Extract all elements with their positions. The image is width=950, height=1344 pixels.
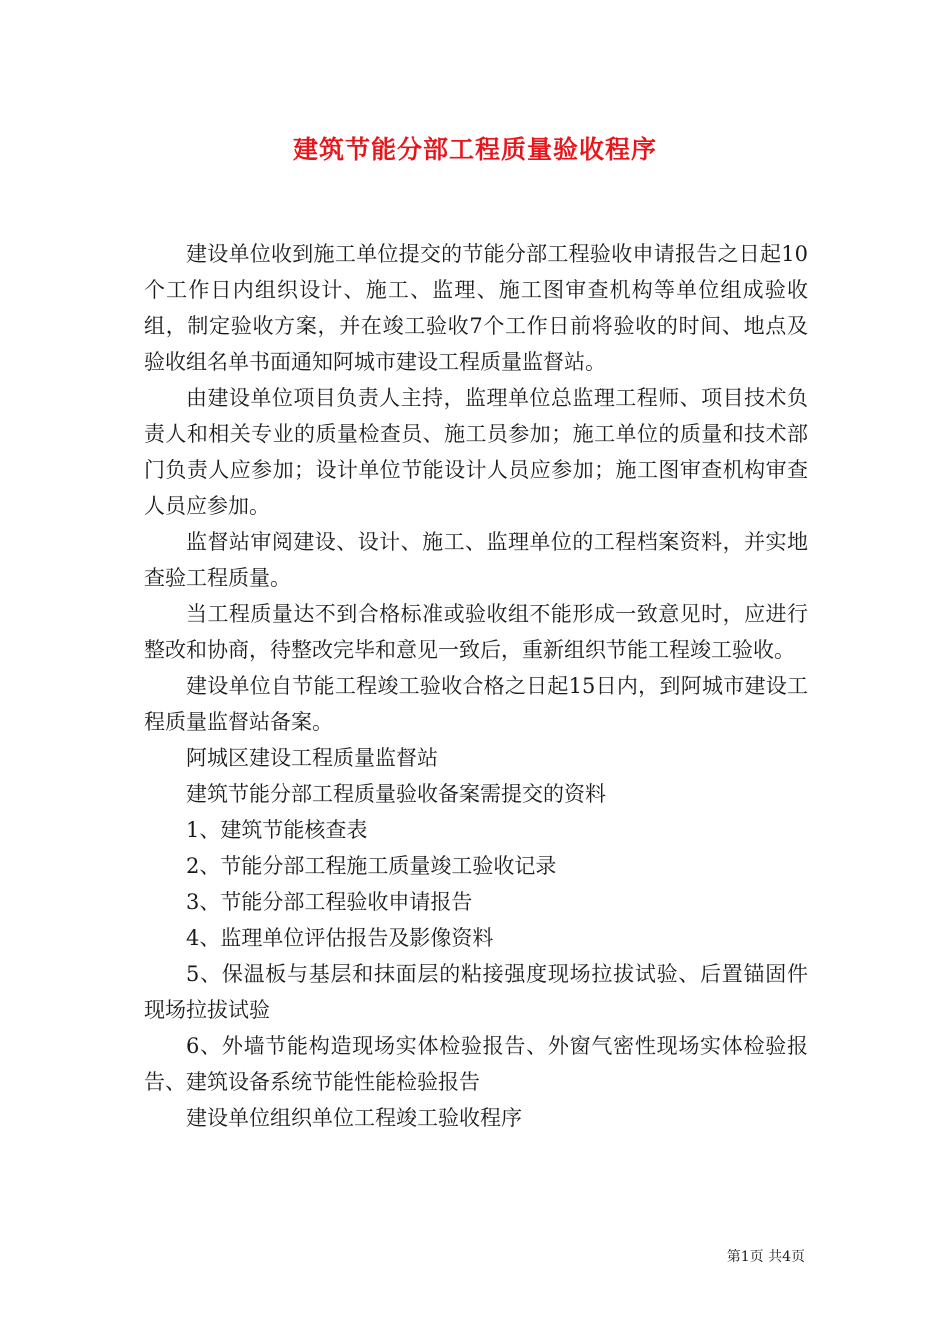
list-item: 3、节能分部工程验收申请报告 <box>186 890 473 914</box>
paragraph-host: 由建设单位项目负责人主持，监理单位总监理工程师、项目技术负责人和相关专业的质量检查员、施工员参加；施工单位的质量和技术部门负责人应参加；设计单位节能设计人员应参加；施工图审查机构审查人员应参加。 <box>144 386 808 518</box>
list-item: 4、监理单位评估报告及影像资料 <box>186 926 494 950</box>
paragraph-review: 监督站审阅建设、设计、施工、监理单位的工程档案资料，并实地查验工程质量。 <box>144 530 808 590</box>
list-item: 6、外墙节能构造现场实体检验报告、外窗气密性现场实体检验报告、建筑设备系统节能性能检验报告 <box>144 1034 808 1094</box>
paragraph-application: 建设单位收到施工单位提交的节能分部工程验收申请报告之日起10个工作日内组织设计、施工、监理、施工图审查机构等单位组成验收组，制定验收方案，并在竣工验收7个工作日前将验收的时间、地点及验收组名单书面通知阿城市建设工程质量监督站。 <box>144 242 808 374</box>
page-number: 第1页 共4页 <box>726 1249 805 1265</box>
document-body <box>144 236 808 1136</box>
paragraph-next-section: 建设单位组织单位工程竣工验收程序 <box>186 1106 522 1130</box>
list-item: 2、节能分部工程施工质量竣工验收记录 <box>186 854 557 878</box>
paragraph-materials-heading: 建筑节能分部工程质量验收备案需提交的资料 <box>186 782 606 806</box>
list-item: 1、建筑节能核查表 <box>186 818 368 842</box>
document-title: 建筑节能分部工程质量验收程序 <box>292 135 657 164</box>
paragraph-station: 阿城区建设工程质量监督站 <box>186 746 438 770</box>
paragraph-rectification: 当工程质量达不到合格标准或验收组不能形成一致意见时，应进行整改和协商，待整改完毕和意见一致后，重新组织节能工程竣工验收。 <box>144 602 808 662</box>
list-item: 5、保温板与基层和抹面层的粘接强度现场拉拔试验、后置锚固件现场拉拔试验 <box>144 962 808 1022</box>
paragraph-filing: 建设单位自节能工程竣工验收合格之日起15日内，到阿城市建设工程质量监督站备案。 <box>144 674 808 734</box>
